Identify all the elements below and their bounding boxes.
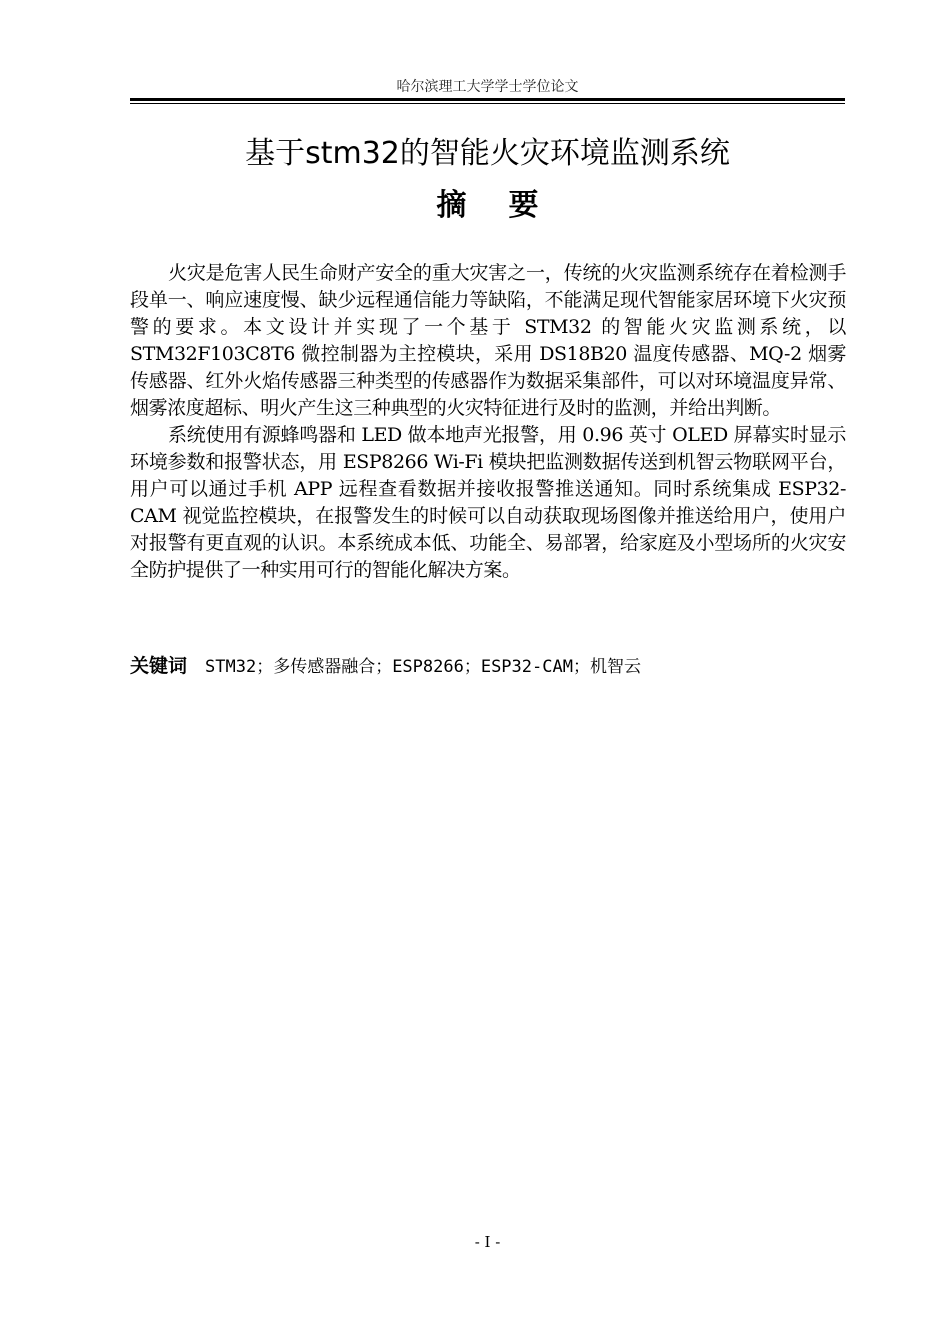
page-number: - I - xyxy=(474,1233,501,1251)
keywords-line xyxy=(130,652,845,681)
header-rule-thin xyxy=(130,103,845,104)
abstract-paragraph-2: 系统使用有源蜂鸣器和 LED 做本地声光报警，用 0.96 英寸 OLED 屏幕实时显示环境参数和报警状态，用 ESP8266 Wi-Fi 模块把监测数据传送到机智云物联网平台，用户可以通过手机 APP 远程查看数据并接收报警推送通知。同时系统集成 ESP32-CAM 视觉监控模块，在报警发生的时候可以自动获取现场图像并推送给用户，使用户对报警有更直观的认识。本系统成本低、功能全、易部署，给家庭及小型场所的火灾安全防护提供了一种实用可行的智能化解决方案。 xyxy=(130,424,846,581)
keywords-label: 关键词 xyxy=(130,655,188,677)
document-title: 基于stm32的智能火灾环境监测系统 xyxy=(245,136,730,171)
running-header: 哈尔滨理工大学学士学位论文 xyxy=(396,79,579,95)
header-rule-thick xyxy=(130,98,845,101)
keywords-text: STM32；多传感器融合；ESP8266；ESP32-CAM；机智云 xyxy=(205,657,641,677)
abstract-body xyxy=(130,260,846,584)
abstract-paragraph-1: 火灾是危害人民生命财产安全的重大灾害之一，传统的火灾监测系统存在着检测手段单一、响应速度慢、缺少远程通信能力等缺陷，不能满足现代智能家居环境下火灾预警的要求。本文设计并实现了一个基于 STM32 的智能火灾监测系统，以 STM32F103C8T6 微控制器为主控模块，采用 DS18B20 温度传感器、MQ-2 烟雾传感器、红外火焰传感器三种类型的传感器作为数据采集部件，可以对环境温度异常、烟雾浓度超标、明火产生这三种典型的火灾特征进行及时的监测，并给出判断。 xyxy=(130,262,846,419)
abstract-heading: 摘要 xyxy=(436,188,581,223)
